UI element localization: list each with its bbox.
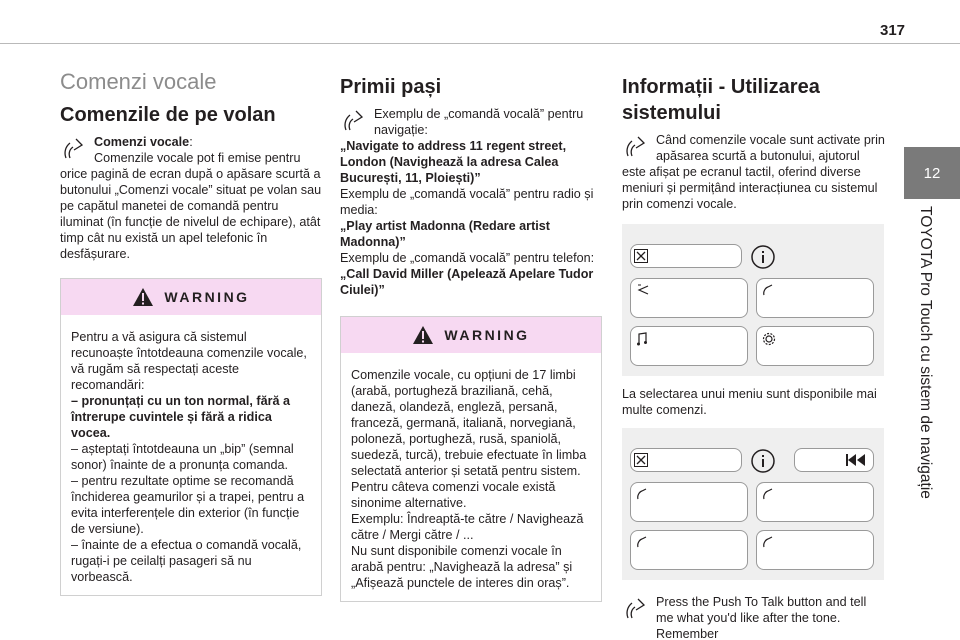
warning-body [341,353,601,601]
column-left [60,68,322,596]
screen-illustration-main-menu [622,224,884,376]
column-middle [340,68,602,602]
warning-item-3: – pentru rezultate optime se recomandă închiderea geamurilor și a trapei, pentru a evita interferențele din exterior (în funcție de versiune). [71,474,305,536]
warning-arabic-note: Nu sunt disponibile comenzi vocale în arabă pentru: „Navighează la adresa” și „Afișează punctele de interes din oraș”. [351,544,573,590]
voice-command-icon [636,536,648,548]
info-paragraph [622,132,887,212]
voice-command-icon [622,134,652,160]
rewind-back-icon [846,453,868,467]
example-2-intro: Exemplu de „comandă vocală” pentru radio și media: [340,187,594,217]
voice-text: Comenzile vocale pot fi emise pentru orice pagină de ecran după o apăsare scurtă a butonului „Comenzi vocale” situat pe volan sau pe capătul manetei de comandă pentru iluminat (în funcție de nivelul de echipare), atât timp cât nu există un apel telefonic în desfășurare. [60,151,322,261]
warning-synonyms: Pentru câteva comenzi vocale există sinonime alternative. [351,480,556,510]
voice-command-icon [340,108,370,134]
voice-command-paragraph [60,134,322,262]
warning-example: Exemplu: Îndreaptă-te către / Navighează către / Mergi către / ... [351,512,584,542]
close-box-icon [634,453,648,467]
warning-header [341,317,601,353]
warning-header [61,279,321,315]
side-title [906,206,942,596]
warning-item-1: – pronunțați cu un ton normal, fără a întrerupe cuvintele și fără a ridica vocea. [71,394,291,440]
voice-command-icon [60,136,90,162]
header-rule [0,43,960,44]
info-intro: Când comenzile vocale sunt activate prin apăsarea scurtă a butonului, ajutorul este afișat pe ecranul tactil, oferind diverse meniuri și permițând interacțiunea cu sistemul prin comenzi vocale. [622,133,885,211]
warning-intro: Pentru a vă asigura că sistemul recunoaște întotdeauna comenzile vocale, vă rugăm să respectați aceste recomandări: [71,330,307,392]
warning-box-middle [340,316,602,602]
example-1-command: „Navigate to address 11 regent street, London (Navighează la adresa Calea București, 11, Ploiești)” [340,139,567,185]
warning-languages: Comenzile vocale, cu opțiuni de 17 limbi (arabă, portugheză braziliană, cehă, daneză, olandeză, engleză, persană, franceză, germană, italiană, norvegiană, poloneză, portugheză, rusă, spaniolă, suedeză, turcă), trebuie efectuate în limba selectată anterior și setată pentru sistem. [351,368,587,478]
section-title-first-steps: Primii pași [340,76,442,98]
warning-title: WARNING [444,327,530,343]
warning-item-4: – înainte de a efectua o comandă vocală, rugați-i pe ceilalți pasageri să nu vorbească. [71,538,302,584]
warning-item-2: – așteptați întotdeauna un „bip” (semnal sonor) înainte de a pronunța comanda. [71,442,294,472]
push-to-talk-paragraph [622,594,887,640]
example-3-intro: Exemplu de „comandă vocală” pentru telefon: [340,251,595,265]
info-circle-icon [750,244,776,270]
voice-command-icon [622,596,652,628]
warning-title: WARNING [164,289,250,305]
push-to-talk-text: Press the Push To Talk button and tell me what you'd like after the tone. Remember [656,595,867,640]
section-title-voice-commands: Comenzi vocale [60,69,217,94]
page-number: 317 [880,22,906,39]
warning-body [61,315,321,595]
example-1-intro: Exemplu de „comandă vocală” pentru navigație: [374,107,584,137]
menu-caption: La selectarea unui meniu sunt disponibile mai multe comenzi. [622,387,877,417]
column-right [622,68,887,640]
voice-label: Comenzi vocale [94,135,190,149]
side-title-text: TOYOTA Pro Touch cu sistem de navigație [917,206,934,499]
info-circle-icon [750,448,776,474]
voice-command-icon [762,488,774,500]
close-box-icon [634,249,648,263]
example-3-command: „Call David Miller (Apelează Apelare Tudor Ciulei)” [340,267,594,297]
voice-label-suffix: : [189,135,193,149]
section-title-info-usage: Informații - Utilizarea sistemului [622,76,820,124]
subsection-title-steering: Comenzile de pe volan [60,104,276,126]
warning-triangle-icon [412,325,434,345]
chapter-tab: 12 [904,147,960,199]
example-2-command: „Play artist Madonna (Redare artist Madonna)” [340,219,550,249]
voice-command-icon [762,284,774,296]
examples-paragraph [340,106,602,298]
voice-command-icon [762,536,774,548]
warning-box-left [60,278,322,596]
screen-illustration-submenu [622,428,884,580]
navigation-arrow-icon [636,284,650,296]
warning-triangle-icon [132,287,154,307]
voice-command-icon [636,488,648,500]
gear-icon [762,332,776,346]
music-note-icon [636,332,648,346]
